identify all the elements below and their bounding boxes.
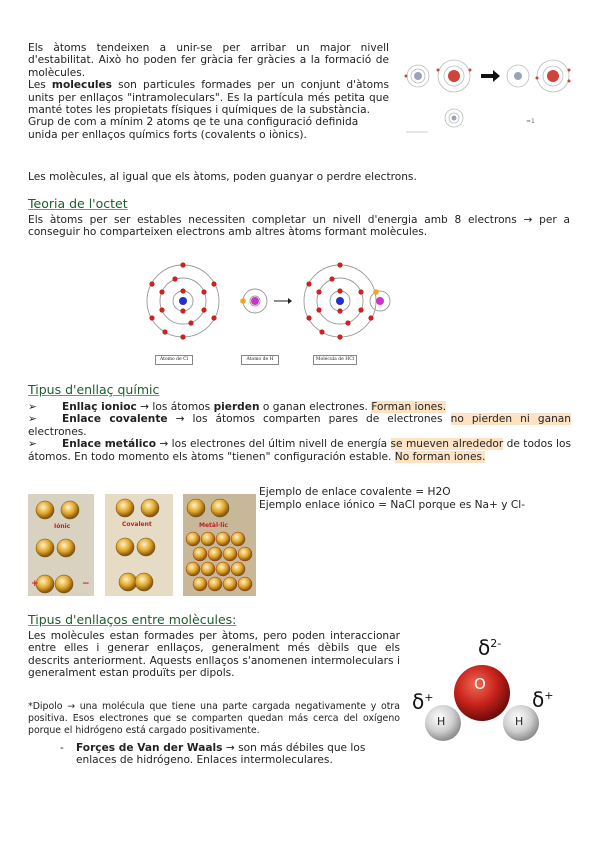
covalent-bond-item: ➢ Enlace covalente → los átomos comparten pares de electrones no pierden ni ganan electrones. (28, 413, 571, 438)
octet-text: Els àtoms per ser estables necessiten completar un nivell d'energia amb 8 electrons → per a conseguir ho comparteixen electrons amb altres àtoms formant molècules. (28, 214, 570, 239)
bullet-arrow-icon: ➢ (28, 438, 37, 451)
tile-label-ionic: Iónic (54, 523, 71, 530)
example-covalent: Ejemplo de enlace covalente = H2O (259, 486, 451, 498)
molecules-term: molecules (51, 79, 112, 92)
metallic-bond-item: ➢ Enlace metálico → los electrones del últim nivell de energía se mueven alrededor de todos los átomos. En todo momento els àtoms "tienen" configuración estable. No forman iones. (28, 438, 571, 463)
intro-paragraph-3: Grup de com a mínim 2 atoms qe te una configuració definida unida per enllaços químics forts (covalents o iònics). (28, 116, 359, 141)
hcl-formation-diagram (140, 256, 410, 371)
bullet-arrow-icon: ➢ (28, 401, 37, 413)
ionic-bond-item: ➢ Enllaç ionioc → los átomos pierden o ganan electrones. Forman iones. (28, 401, 447, 413)
delta-positive-right-label: δ+ (532, 687, 554, 712)
tile-label-metallic: Metàl·lic (199, 522, 228, 529)
intro-paragraph-4: Les molècules, al igual que els àtoms, poden guanyar o perdre electrons. (28, 171, 417, 183)
oxygen-label: O (474, 675, 486, 693)
atom-combination-figure (398, 48, 583, 133)
intermolecular-heading: Tipus d'enllaços entre molècules: (28, 612, 237, 627)
dipolo-note: *Dipolo → una molécula que tiene una parte cargada negativamente y otra positiva. Esos electrones que se comparten quedan más cerca del oxígeno porque el hidrógeno está cargado positivamente. (28, 701, 400, 737)
caption-h-atom: Átomo de H (241, 355, 279, 365)
caption-cl-atom: Átomo de Cl (155, 355, 193, 365)
bond-types-list (28, 401, 571, 463)
hydrogen-label-left: H (437, 715, 446, 728)
delta-negative-label: $\delta^{2-}$ (478, 635, 502, 660)
bond-types-heading: Tipus d'enllaç químic (28, 382, 160, 397)
intro-paragraph-2: Les molecules son particules formades per un conjunt d'àtoms units per enllaços "intramoleculars". Es la partícula més petita que manté totes les propietats físiques i químiques de la substància. (28, 79, 390, 117)
highlight-no-forman-iones: No forman iones. (394, 450, 486, 463)
svg-text:−: − (82, 579, 90, 589)
intermolecular-text: Les molècules estan formades per àtoms, pero poden interaccionar entre elles i generar enllaços, generalment més dèbils que els descrits anteriorment. Aquests enllaços s'anomenen intermoleculars i generalment estan produïts per dipols. (28, 630, 400, 680)
intro-paragraph-1: Els àtoms tendeixen a unir-se per arribar un major nivell d'estabilitat. Això ho poden fer gràcia fer gràcies a la formació de molècules. (28, 42, 389, 79)
bond-illustrations (28, 494, 256, 596)
octet-heading: Teoria de l'octet (28, 196, 128, 211)
highlight-no-pierden: no pierden ni ganan (450, 413, 571, 426)
hydrogen-label-right: H (515, 715, 524, 728)
intro-block (28, 42, 389, 141)
bullet-arrow-icon: ➢ (28, 413, 37, 426)
svg-text:+: + (31, 579, 39, 589)
highlight-forman-iones: Forman iones. (371, 401, 447, 413)
van-der-waals-item: - Forçes de Van der Waals → son más débiles que los enlaces de hidrógeno. Enlaces intermoleculares. (60, 742, 366, 767)
caption-hcl-molecule: Molécula de HCl (313, 355, 357, 365)
tile-label-covalent: Covalent (122, 521, 152, 528)
highlight-se-mueven: se mueven alrededor (390, 438, 504, 451)
delta-positive-left-label: δ+ (412, 689, 434, 714)
example-ionic: Ejemplo enlace iónico = NaCl porque es Na+ y Cl- (259, 499, 526, 511)
svg-text:≈1: ≈1 (526, 118, 535, 125)
